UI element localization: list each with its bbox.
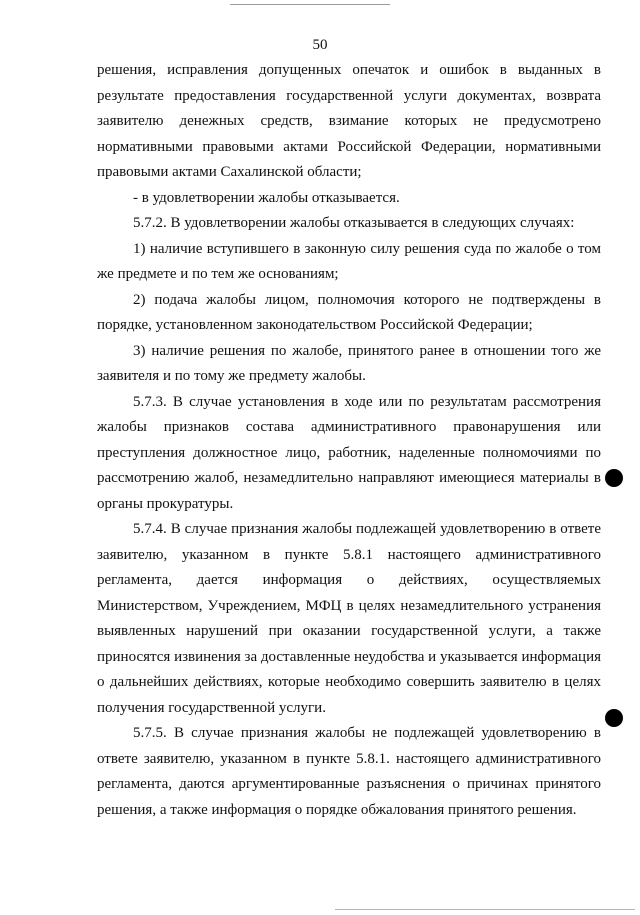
page-number: 50 (312, 37, 328, 53)
paragraph-refusal-item: - в удовлетворении жалобы отказывается. (133, 189, 400, 206)
punch-hole-upper (605, 469, 623, 487)
punch-hole-lower (605, 709, 623, 727)
scan-edge-top (230, 4, 390, 5)
document-body (97, 58, 601, 823)
paragraph-continuation: решения, исправления допущенных опечаток и ошибок в выданных в результате предоставления государственной услуги документах, возврата заявителю денежных средств, взимание которых не предусмотрено нормативными правовыми актами Российской Федерации, нормативными правовыми актами Сахалинской области; (97, 62, 601, 180)
paragraph-5-7-4: 5.7.4. В случае признания жалобы подлежащей удовлетворению в ответе заявителю, указанном в пункте 5.8.1 настоящего административного регламента, дается информация о действиях, осуществляемых Министерством, Учреждением, МФЦ в целях незамедлительного устранения выявленных нарушений при оказании государственной услуги, а также приносятся извинения за доставленные неудобства и указывается информация о дальнейших действиях, которые необходимо совершить заявителю в целях получения государственной услуги. (97, 521, 601, 716)
paragraph-case-2: 2) подача жалобы лицом, полномочия которого не подтверждены в порядке, установленном законодательством Российской Федерации; (97, 291, 601, 333)
paragraph-5-7-5: 5.7.5. В случае признания жалобы не подлежащей удовлетворению в ответе заявителю, указанном в пункте 5.8.1. настоящего административного регламента, даются аргументированные разъяснения о причинах принятого решения, а также информация о порядке обжалования принятого решения. (97, 725, 601, 818)
paragraph-case-1: 1) наличие вступившего в законную силу решения суда по жалобе о том же предмете и по тем же основаниям; (97, 240, 601, 282)
paragraph-case-3: 3) наличие решения по жалобе, принятого ранее в отношении того же заявителя и по тому же предмету жалобы. (97, 342, 601, 384)
paragraph-5-7-2: 5.7.2. В удовлетворении жалобы отказывается в следующих случаях: (133, 215, 575, 231)
paragraph-5-7-3: 5.7.3. В случае установления в ходе или по результатам рассмотрения жалобы признаков состава административного правонарушения или преступления должностное лицо, работник, наделенные полномочиями по рассмотрению жалоб, незамедлительно направляют имеющиеся материалы в органы прокуратуры. (97, 393, 601, 512)
scan-edge-bottom (335, 909, 635, 910)
